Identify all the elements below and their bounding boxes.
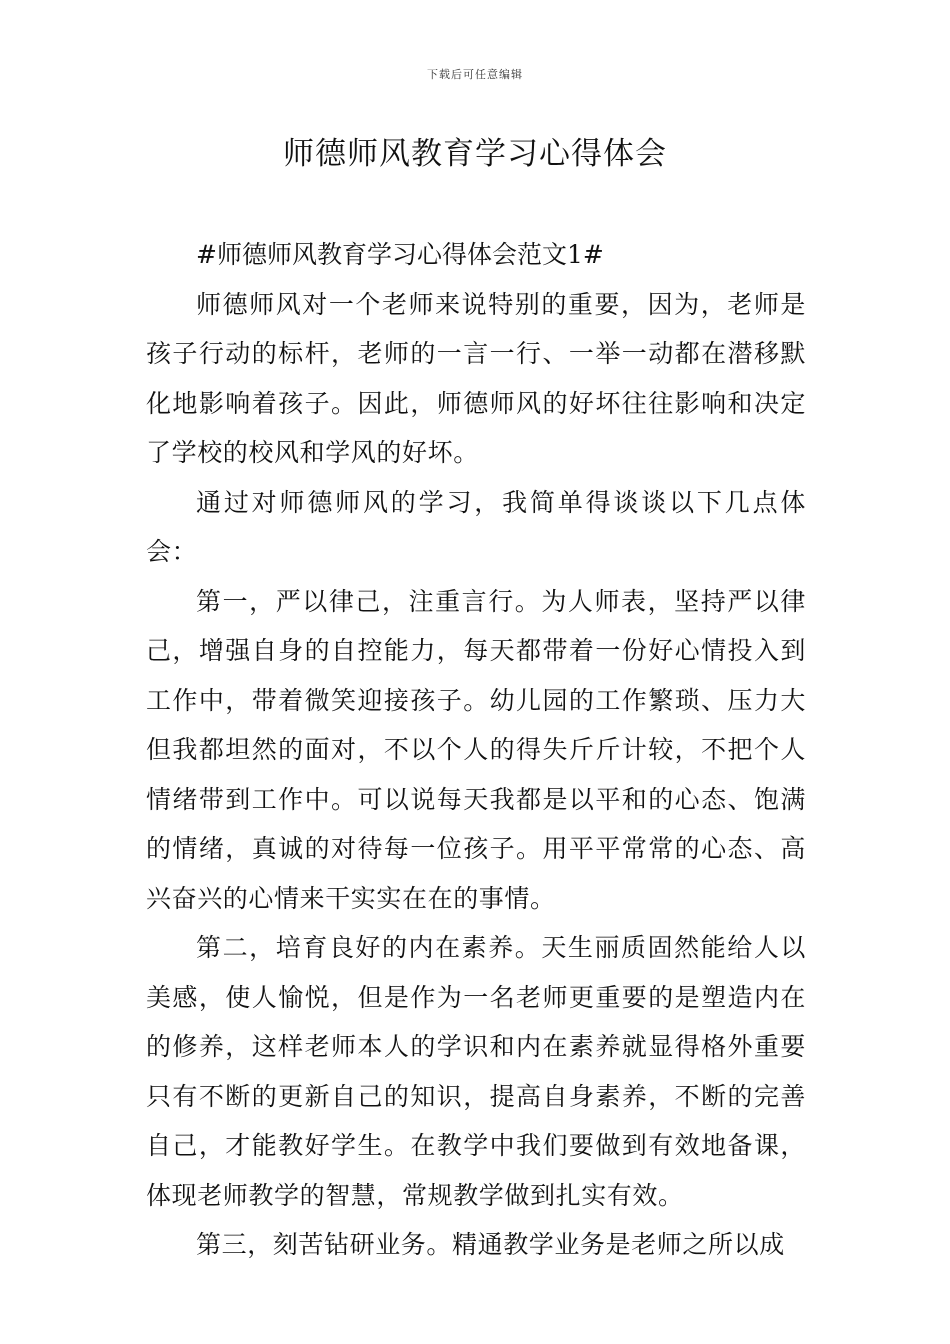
paragraph-point-3: 第三，刻苦钻研业务。精通教学业务是老师之所以成	[196, 1230, 785, 1259]
header-note: 下载后可任意编辑	[427, 68, 523, 81]
paragraph-point-2: 第二，培育良好的内在素养。天生丽质固然能给人以美感，使人愉悦，但是作为一名老师更重要的是塑造内在的修养，这样老师本人的学识和内在素养就显得格外重要只有不断的更新自己的知识，提高自身素养，不断的完善自己，才能教好学生。在教学中我们要做到有效地备课，体现老师教学的智慧，常规教学做到扎实有效。	[146, 933, 806, 1210]
paragraph-lead-in: 通过对师德师风的学习，我简单得谈谈以下几点体会：	[146, 487, 806, 566]
document-body	[146, 230, 806, 1270]
paragraph-point-1: 第一，严以律己，注重言行。为人师表，坚持严以律己，增强自身的自控能力，每天都带着一份好心情投入到工作中，带着微笑迎接孩子。幼儿园的工作繁琐、压力大但我都坦然的面对，不以个人的得失斤斤计较，不把个人情绪带到工作中。可以说每天我都是以平和的心态、饱满的情绪，真诚的对待每一位孩子。用平平常常的心态、高兴奋兴的心情来干实实在在的事情。	[146, 586, 806, 913]
document-title: 师德师风教育学习心得体会	[283, 136, 667, 172]
paragraph-intro: 师德师风对一个老师来说特别的重要，因为，老师是孩子行动的标杆，老师的一言一行、一举一动都在潜移默化地影响着孩子。因此，师德师风的好坏往往影响和决定了学校的校风和学风的好坏。	[146, 289, 806, 467]
paragraph-subtitle: #师德师风教育学习心得体会范文1#	[196, 240, 604, 269]
